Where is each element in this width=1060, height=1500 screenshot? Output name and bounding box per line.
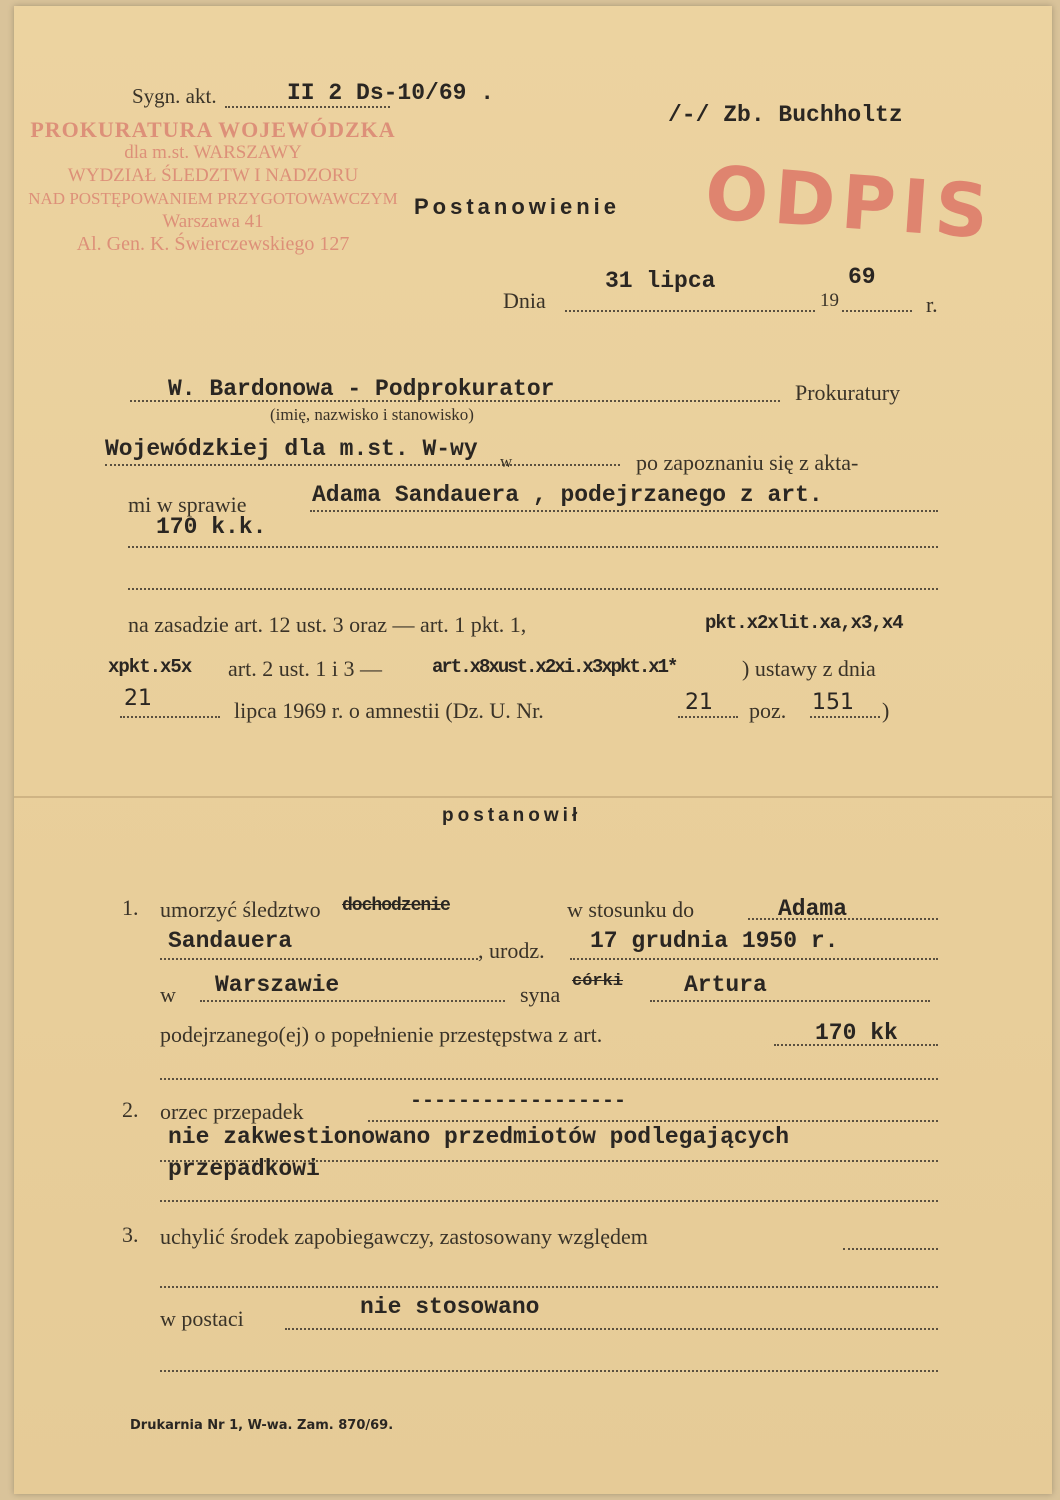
- born-label: , urodz.: [478, 938, 545, 963]
- item-2-number: 2.: [122, 1097, 139, 1122]
- law-day: 21: [124, 686, 152, 711]
- item-1-text: umorzyć śledztwo: [160, 897, 321, 922]
- forfeiture-value-2: przepadkowi: [168, 1156, 320, 1182]
- basis-line-2a: art. 2 ust. 1 i 3 —: [228, 656, 382, 681]
- item-1-first-name: Adama: [778, 896, 848, 922]
- printer-footer: Drukarnia Nr 1, W-wa. Zam. 870/69.: [130, 1418, 394, 1433]
- basis-line-2b: ) ustawy z dnia: [742, 656, 876, 681]
- prosecutor-name: W. Bardonowa - Podprokurator: [168, 376, 555, 402]
- date-label: Dnia: [503, 288, 546, 313]
- birth-date: 17 grudnia 1950 r.: [590, 928, 839, 954]
- dash-line: ------------------: [410, 1090, 627, 1113]
- struck-text: xpkt.x5x: [108, 656, 192, 678]
- office-stamp: [28, 118, 398, 256]
- law-nr: 21: [685, 690, 713, 715]
- struck-text: art.x8xust.x2xi.x3xpkt.x1*: [432, 656, 677, 678]
- father-name: Artura: [684, 972, 767, 998]
- stamp-line: PROKURATURA WOJEWÓDZKA: [30, 117, 396, 142]
- case-value-2: 170 k.k.: [156, 514, 267, 540]
- year-value: 69: [848, 264, 876, 290]
- office-w: w: [500, 452, 513, 471]
- case-label: mi w sprawie: [128, 492, 247, 517]
- sygn-label: Sygn. akt.: [132, 84, 217, 108]
- item-3-number: 3.: [122, 1222, 139, 1247]
- after-office: po zapoznaniu się z akta-: [636, 450, 859, 475]
- signature: /-/ Zb. Buchholtz: [668, 102, 903, 128]
- sygn-value: II 2 Ds-10/69 .: [287, 80, 495, 106]
- case-value: Adama Sandauera , podejrzanego z art.: [312, 482, 823, 508]
- document-title: Postanowienie: [414, 194, 621, 219]
- stamp-line: Al. Gen. K. Świerczewskiego 127: [76, 233, 350, 255]
- item-2-text: orzec przepadek: [160, 1099, 304, 1124]
- copy-stamp: ODPIS: [702, 150, 998, 256]
- struck-text: córki: [572, 972, 624, 991]
- basis-line-1: na zasadzie art. 12 ust. 3 oraz — art. 1 pkt. 1,: [128, 612, 527, 637]
- son-label: syna: [520, 982, 561, 1007]
- stamp-line: WYDZIAŁ ŚLEDZTW I NADZORU: [67, 165, 359, 186]
- basis-line-3c: ): [882, 698, 890, 723]
- prosecutor-suffix: Prokuratury: [795, 380, 901, 405]
- item-3-text: uchylić środek zapobiegawczy, zastosowany względem: [160, 1224, 648, 1249]
- item-1-surname: Sandauera: [168, 928, 293, 954]
- date-value: 31 lipca: [605, 268, 716, 294]
- law-poz: 151: [812, 690, 854, 715]
- birth-place: Warszawie: [215, 972, 340, 998]
- stamp-line: Warszawa 41: [162, 211, 264, 232]
- stamp-line: NAD POSTĘPOWANIEM PRZYGOTOWAWCZYM: [28, 189, 398, 208]
- decided-heading: postanowił: [442, 805, 582, 826]
- struck-text: dochodzenie: [342, 896, 450, 916]
- office-value: Wojewódzkiej dla m.st. W-wy: [105, 436, 478, 462]
- basis-line-3a: lipca 1969 r. o amnestii (Dz. U. Nr.: [234, 698, 544, 723]
- item-1-number: 1.: [122, 895, 139, 920]
- prosecutor-hint: (imię, nazwisko i stanowisko): [270, 405, 474, 424]
- form-value: nie stosowano: [360, 1294, 540, 1320]
- struck-text: pkt.x2xlit.xa,x3,x4: [705, 612, 903, 634]
- year-suffix: r.: [926, 292, 938, 317]
- place-w: w: [160, 982, 176, 1007]
- form-label: w postaci: [160, 1306, 244, 1331]
- year-prefix: 19: [820, 290, 839, 311]
- suspect-text: podejrzanego(ej) o popełnienie przestępstwa z art.: [160, 1022, 603, 1047]
- item-1-text-2: w stosunku do: [567, 897, 695, 922]
- article: 170 kk: [815, 1020, 898, 1046]
- stamp-line: dla m.st. WARSZAWY: [124, 142, 302, 163]
- basis-line-3b: poz.: [749, 698, 787, 723]
- fold-line: [14, 796, 1052, 798]
- forfeiture-value: nie zakwestionowano przedmiotów podlegających: [168, 1124, 790, 1150]
